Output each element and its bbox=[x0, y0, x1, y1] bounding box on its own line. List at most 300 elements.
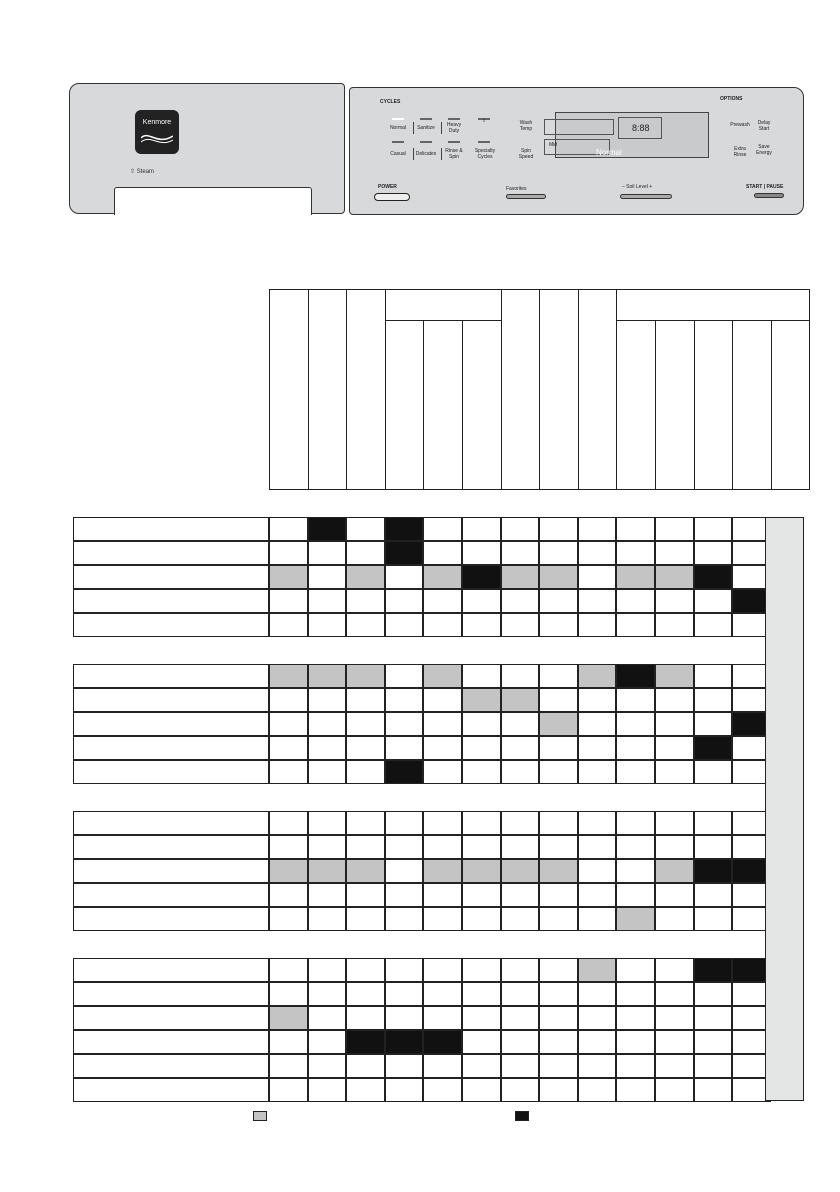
table-cell bbox=[501, 613, 540, 637]
cycle-led-heavy-duty bbox=[448, 118, 460, 120]
table-cell bbox=[501, 1006, 540, 1030]
table-cell bbox=[616, 613, 655, 637]
spin-speed-button[interactable]: Spin Speed bbox=[518, 148, 534, 160]
table-cell bbox=[539, 907, 578, 931]
table-cell bbox=[694, 835, 733, 859]
table-cell bbox=[539, 760, 578, 784]
table-cell bbox=[539, 712, 578, 736]
table-cell bbox=[346, 811, 385, 835]
table-cell bbox=[694, 859, 733, 883]
table-cell bbox=[578, 613, 617, 637]
table-cell bbox=[655, 541, 694, 565]
divider bbox=[441, 148, 442, 160]
header-column bbox=[346, 289, 386, 490]
table-cell bbox=[655, 760, 694, 784]
table-cell bbox=[616, 1078, 655, 1102]
table-cell bbox=[539, 1054, 578, 1078]
table-cell bbox=[655, 859, 694, 883]
table-cell bbox=[308, 736, 347, 760]
table-cell bbox=[501, 835, 540, 859]
table-cell bbox=[501, 736, 540, 760]
table-cell bbox=[423, 859, 462, 883]
table-cell bbox=[462, 907, 501, 931]
time-digits: 8:88 bbox=[632, 123, 650, 133]
table-cell bbox=[346, 883, 385, 907]
row-label bbox=[73, 883, 269, 907]
table-cell bbox=[308, 565, 347, 589]
table-cell bbox=[694, 1054, 733, 1078]
soil-level-label: – Soil Level + bbox=[622, 184, 653, 190]
table-cell bbox=[655, 835, 694, 859]
row-label bbox=[73, 760, 269, 784]
table-cell bbox=[578, 712, 617, 736]
table-cell bbox=[694, 541, 733, 565]
cycle-led-delicates bbox=[420, 141, 432, 143]
table-cell bbox=[385, 907, 424, 931]
table-cell bbox=[462, 688, 501, 712]
table-cell bbox=[385, 811, 424, 835]
table-cell bbox=[694, 589, 733, 613]
header-subcolumn bbox=[616, 320, 656, 490]
table-cell bbox=[385, 1054, 424, 1078]
table-cell bbox=[308, 1054, 347, 1078]
table-cell bbox=[501, 712, 540, 736]
table-cell bbox=[346, 688, 385, 712]
table-cell bbox=[346, 1030, 385, 1054]
table-cell bbox=[578, 835, 617, 859]
table-cell bbox=[423, 1078, 462, 1102]
table-cell bbox=[423, 517, 462, 541]
row-label bbox=[73, 517, 269, 541]
favorites-label: Favorites bbox=[506, 186, 527, 192]
row-label bbox=[73, 565, 269, 589]
table-cell bbox=[462, 664, 501, 688]
table-cell bbox=[501, 1030, 540, 1054]
table-cell bbox=[269, 664, 308, 688]
table-cell bbox=[385, 664, 424, 688]
table-cell bbox=[423, 982, 462, 1006]
table-cell bbox=[694, 712, 733, 736]
table-cell bbox=[346, 1078, 385, 1102]
option-extra-rinse[interactable]: Extra Rinse bbox=[733, 146, 747, 158]
header-group bbox=[616, 289, 810, 321]
table-cell bbox=[385, 1078, 424, 1102]
kenmore-logo bbox=[135, 110, 179, 154]
table-cell bbox=[385, 1030, 424, 1054]
table-cell bbox=[423, 883, 462, 907]
table-cell bbox=[269, 688, 308, 712]
table-cell bbox=[694, 736, 733, 760]
table-cell bbox=[423, 835, 462, 859]
table-cell bbox=[462, 835, 501, 859]
table-cell bbox=[462, 1006, 501, 1030]
table-cell bbox=[694, 1078, 733, 1102]
table-cell bbox=[308, 835, 347, 859]
cycles-title: CYCLES bbox=[380, 99, 401, 105]
legend-black-swatch bbox=[515, 1111, 529, 1121]
table-cell bbox=[269, 565, 308, 589]
table-cell bbox=[462, 1078, 501, 1102]
table-cell bbox=[655, 1054, 694, 1078]
table-cell bbox=[462, 565, 501, 589]
table-cell bbox=[578, 958, 617, 982]
table-cell bbox=[655, 907, 694, 931]
table-cell bbox=[616, 1054, 655, 1078]
table-cell bbox=[385, 736, 424, 760]
table-cell bbox=[462, 859, 501, 883]
header-column bbox=[269, 289, 309, 490]
start-pause-label: START | PAUSE bbox=[746, 184, 784, 190]
table-cell bbox=[346, 541, 385, 565]
table-cell bbox=[539, 688, 578, 712]
header-subcolumn bbox=[694, 320, 734, 490]
table-cell bbox=[346, 859, 385, 883]
table-cell bbox=[539, 517, 578, 541]
table-cell bbox=[462, 712, 501, 736]
table-cell bbox=[539, 664, 578, 688]
table-cell bbox=[423, 664, 462, 688]
control-panel bbox=[349, 87, 804, 215]
table-cell bbox=[269, 589, 308, 613]
table-cell bbox=[385, 589, 424, 613]
table-cell bbox=[578, 517, 617, 541]
table-cell bbox=[385, 883, 424, 907]
row-label bbox=[73, 1006, 269, 1030]
table-cell bbox=[346, 736, 385, 760]
table-cell bbox=[501, 517, 540, 541]
table-cell bbox=[539, 565, 578, 589]
cycle-sanitize[interactable]: Sanitize bbox=[417, 125, 435, 131]
table-cell bbox=[501, 688, 540, 712]
power-button[interactable] bbox=[374, 193, 410, 201]
table-cell bbox=[385, 1006, 424, 1030]
table-cell bbox=[501, 958, 540, 982]
table-cell bbox=[462, 883, 501, 907]
table-cell bbox=[616, 760, 655, 784]
table-cell bbox=[385, 613, 424, 637]
table-cell bbox=[308, 982, 347, 1006]
table-cell bbox=[346, 760, 385, 784]
table-cell bbox=[616, 883, 655, 907]
table-cell bbox=[539, 1078, 578, 1102]
table-cell bbox=[423, 541, 462, 565]
divider bbox=[413, 122, 414, 134]
table-cell bbox=[694, 883, 733, 907]
table-cell bbox=[655, 1006, 694, 1030]
table-cell bbox=[694, 982, 733, 1006]
table-cell bbox=[423, 565, 462, 589]
table-cell bbox=[423, 811, 462, 835]
row-label bbox=[73, 1078, 269, 1102]
brand-name: Kenmore bbox=[142, 119, 172, 126]
table-cell bbox=[655, 1030, 694, 1054]
row-label bbox=[73, 541, 269, 565]
table-cell bbox=[694, 811, 733, 835]
table-cell bbox=[501, 982, 540, 1006]
legend-gray-swatch bbox=[253, 1111, 267, 1121]
table-cell bbox=[346, 1054, 385, 1078]
table-cell bbox=[346, 712, 385, 736]
row-label bbox=[73, 736, 269, 760]
table-cell bbox=[539, 811, 578, 835]
table-cell bbox=[346, 664, 385, 688]
table-cell bbox=[655, 565, 694, 589]
table-cell bbox=[308, 541, 347, 565]
table-cell bbox=[655, 613, 694, 637]
table-cell bbox=[269, 541, 308, 565]
option-delay-start[interactable]: Delay Start bbox=[757, 120, 771, 132]
table-cell bbox=[616, 1006, 655, 1030]
table-cell bbox=[385, 958, 424, 982]
table-cell bbox=[655, 958, 694, 982]
table-cell bbox=[269, 736, 308, 760]
divider bbox=[441, 122, 442, 134]
table-cell bbox=[385, 517, 424, 541]
header-group bbox=[385, 289, 502, 321]
table-cell bbox=[578, 1054, 617, 1078]
table-cell bbox=[462, 1054, 501, 1078]
cycle-led-sanitize bbox=[420, 118, 432, 120]
table-cell bbox=[308, 517, 347, 541]
table-cell bbox=[462, 982, 501, 1006]
row-label bbox=[73, 859, 269, 883]
table-cell bbox=[501, 907, 540, 931]
table-cell bbox=[539, 859, 578, 883]
row-label bbox=[73, 907, 269, 931]
table-cell bbox=[308, 859, 347, 883]
table-cell bbox=[616, 541, 655, 565]
header-column bbox=[578, 289, 618, 490]
table-cell bbox=[616, 688, 655, 712]
table-cell bbox=[616, 907, 655, 931]
table-cell bbox=[269, 835, 308, 859]
table-cell bbox=[578, 1078, 617, 1102]
power-label: POWER bbox=[378, 184, 397, 190]
start-pause-button[interactable] bbox=[754, 193, 784, 198]
table-cell bbox=[578, 541, 617, 565]
cycle-readout: Normal bbox=[596, 148, 622, 157]
table-cell bbox=[539, 958, 578, 982]
table-cell bbox=[501, 1078, 540, 1102]
header-subcolumn bbox=[732, 320, 772, 490]
table-cell bbox=[616, 958, 655, 982]
table-cell bbox=[308, 907, 347, 931]
table-cell bbox=[346, 565, 385, 589]
table-cell bbox=[308, 688, 347, 712]
table-cell bbox=[462, 613, 501, 637]
table-cell bbox=[423, 1030, 462, 1054]
table-cell bbox=[308, 883, 347, 907]
table-cell bbox=[423, 712, 462, 736]
table-cell bbox=[539, 541, 578, 565]
table-cell bbox=[462, 811, 501, 835]
table-cell bbox=[578, 736, 617, 760]
option-prewash[interactable]: Prewash bbox=[730, 122, 750, 128]
table-cell bbox=[269, 1078, 308, 1102]
table-cell bbox=[655, 1078, 694, 1102]
cycle-heavy-duty[interactable]: Heavy Duty bbox=[446, 122, 462, 134]
table-cell bbox=[539, 1006, 578, 1030]
spin-segment: Mid bbox=[544, 139, 610, 155]
table-cell bbox=[308, 613, 347, 637]
table-cell bbox=[462, 760, 501, 784]
table-cell bbox=[423, 907, 462, 931]
table-cell bbox=[578, 811, 617, 835]
table-cell bbox=[616, 589, 655, 613]
table-cell bbox=[308, 760, 347, 784]
option-save-energy[interactable]: Save Energy bbox=[756, 144, 772, 156]
soil-level-button[interactable] bbox=[620, 194, 672, 199]
table-cell bbox=[694, 760, 733, 784]
table-cell bbox=[539, 883, 578, 907]
table-cell bbox=[694, 517, 733, 541]
table-cell bbox=[539, 982, 578, 1006]
row-label bbox=[73, 712, 269, 736]
cycle-led-normal bbox=[392, 118, 404, 120]
table-cell bbox=[578, 688, 617, 712]
table-cell bbox=[501, 859, 540, 883]
row-label bbox=[73, 1054, 269, 1078]
table-cell bbox=[694, 1006, 733, 1030]
table-cell bbox=[423, 613, 462, 637]
table-cell bbox=[578, 907, 617, 931]
table-cell bbox=[308, 1006, 347, 1030]
table-cell bbox=[385, 712, 424, 736]
table-cell bbox=[269, 712, 308, 736]
table-cell bbox=[385, 859, 424, 883]
cycle-delicates[interactable]: Delicates bbox=[415, 151, 437, 157]
table-cell bbox=[501, 664, 540, 688]
table-cell bbox=[308, 712, 347, 736]
table-cell bbox=[269, 883, 308, 907]
temp-segment bbox=[544, 119, 614, 135]
table-cell bbox=[423, 958, 462, 982]
table-cell bbox=[462, 958, 501, 982]
steam-label: ⇧ Steam bbox=[130, 169, 155, 175]
table-cell bbox=[578, 760, 617, 784]
drawer-handle[interactable] bbox=[114, 187, 312, 215]
table-cell bbox=[501, 811, 540, 835]
header-subcolumn bbox=[655, 320, 695, 490]
table-cell bbox=[269, 1030, 308, 1054]
table-cell bbox=[462, 541, 501, 565]
table-cell bbox=[423, 688, 462, 712]
cycle-normal[interactable]: Normal bbox=[389, 125, 407, 131]
table-cell bbox=[501, 1054, 540, 1078]
table-cell bbox=[539, 1030, 578, 1054]
table-cell bbox=[501, 760, 540, 784]
row-label bbox=[73, 811, 269, 835]
table-cell bbox=[423, 736, 462, 760]
header-subcolumn bbox=[462, 320, 502, 490]
table-cell bbox=[655, 688, 694, 712]
table-cell bbox=[346, 835, 385, 859]
table-cell bbox=[578, 1006, 617, 1030]
table-cell bbox=[616, 835, 655, 859]
table-cell bbox=[423, 1006, 462, 1030]
table-cell bbox=[655, 883, 694, 907]
logo-wave-icon bbox=[141, 130, 173, 146]
table-cell bbox=[655, 517, 694, 541]
table-cell bbox=[346, 613, 385, 637]
row-label bbox=[73, 664, 269, 688]
table-cell bbox=[308, 811, 347, 835]
table-cell bbox=[616, 664, 655, 688]
table-cell bbox=[694, 907, 733, 931]
cycle-steam-icon[interactable]: ⇧ bbox=[481, 118, 487, 124]
header-subcolumn bbox=[385, 320, 425, 490]
row-label bbox=[73, 835, 269, 859]
table-cell bbox=[501, 589, 540, 613]
table-cell bbox=[308, 664, 347, 688]
table-cell bbox=[578, 1030, 617, 1054]
table-cell bbox=[385, 760, 424, 784]
wash-temp-button[interactable]: Wash Temp bbox=[519, 120, 533, 132]
table-cell bbox=[346, 982, 385, 1006]
table-cell bbox=[655, 664, 694, 688]
table-cell bbox=[694, 688, 733, 712]
table-cell bbox=[616, 712, 655, 736]
table-cell bbox=[578, 982, 617, 1006]
table-cell bbox=[423, 589, 462, 613]
header-subcolumn bbox=[423, 320, 463, 490]
table-cell bbox=[423, 1054, 462, 1078]
table-cell bbox=[269, 517, 308, 541]
detergent-drawer-panel bbox=[69, 83, 345, 214]
header-subcolumn bbox=[771, 320, 811, 490]
table-cell bbox=[694, 958, 733, 982]
table-cell bbox=[655, 736, 694, 760]
side-column bbox=[765, 517, 804, 1101]
cycle-rinse-spin[interactable]: Rinse & Spin bbox=[445, 148, 463, 160]
table-cell bbox=[308, 958, 347, 982]
table-cell bbox=[269, 958, 308, 982]
table-cell bbox=[308, 1078, 347, 1102]
cycle-led-casual bbox=[392, 141, 404, 143]
table-cell bbox=[269, 982, 308, 1006]
table-cell bbox=[655, 811, 694, 835]
header-column bbox=[308, 289, 348, 490]
table-cell bbox=[655, 589, 694, 613]
row-label bbox=[73, 589, 269, 613]
cycle-led-rinse-spin bbox=[448, 141, 460, 143]
table-cell bbox=[616, 859, 655, 883]
table-cell bbox=[616, 811, 655, 835]
table-cell bbox=[269, 1054, 308, 1078]
table-cell bbox=[539, 736, 578, 760]
cycle-casual[interactable]: Casual bbox=[390, 151, 406, 157]
header-column bbox=[539, 289, 579, 490]
row-label bbox=[73, 982, 269, 1006]
table-cell bbox=[346, 907, 385, 931]
table-cell bbox=[539, 589, 578, 613]
table-cell bbox=[655, 712, 694, 736]
table-cell bbox=[694, 664, 733, 688]
table-cell bbox=[694, 613, 733, 637]
row-label bbox=[73, 688, 269, 712]
cycle-specialty[interactable]: Specialty Cycles bbox=[474, 148, 496, 160]
lcd-display bbox=[549, 112, 709, 158]
table-cell bbox=[423, 760, 462, 784]
favorites-button[interactable] bbox=[506, 194, 546, 199]
options-title: OPTIONS bbox=[720, 96, 743, 102]
table-cell bbox=[694, 565, 733, 589]
table-cell bbox=[385, 565, 424, 589]
table-cell bbox=[462, 1030, 501, 1054]
table-cell bbox=[346, 1006, 385, 1030]
table-cell bbox=[694, 1030, 733, 1054]
table-cell bbox=[346, 589, 385, 613]
